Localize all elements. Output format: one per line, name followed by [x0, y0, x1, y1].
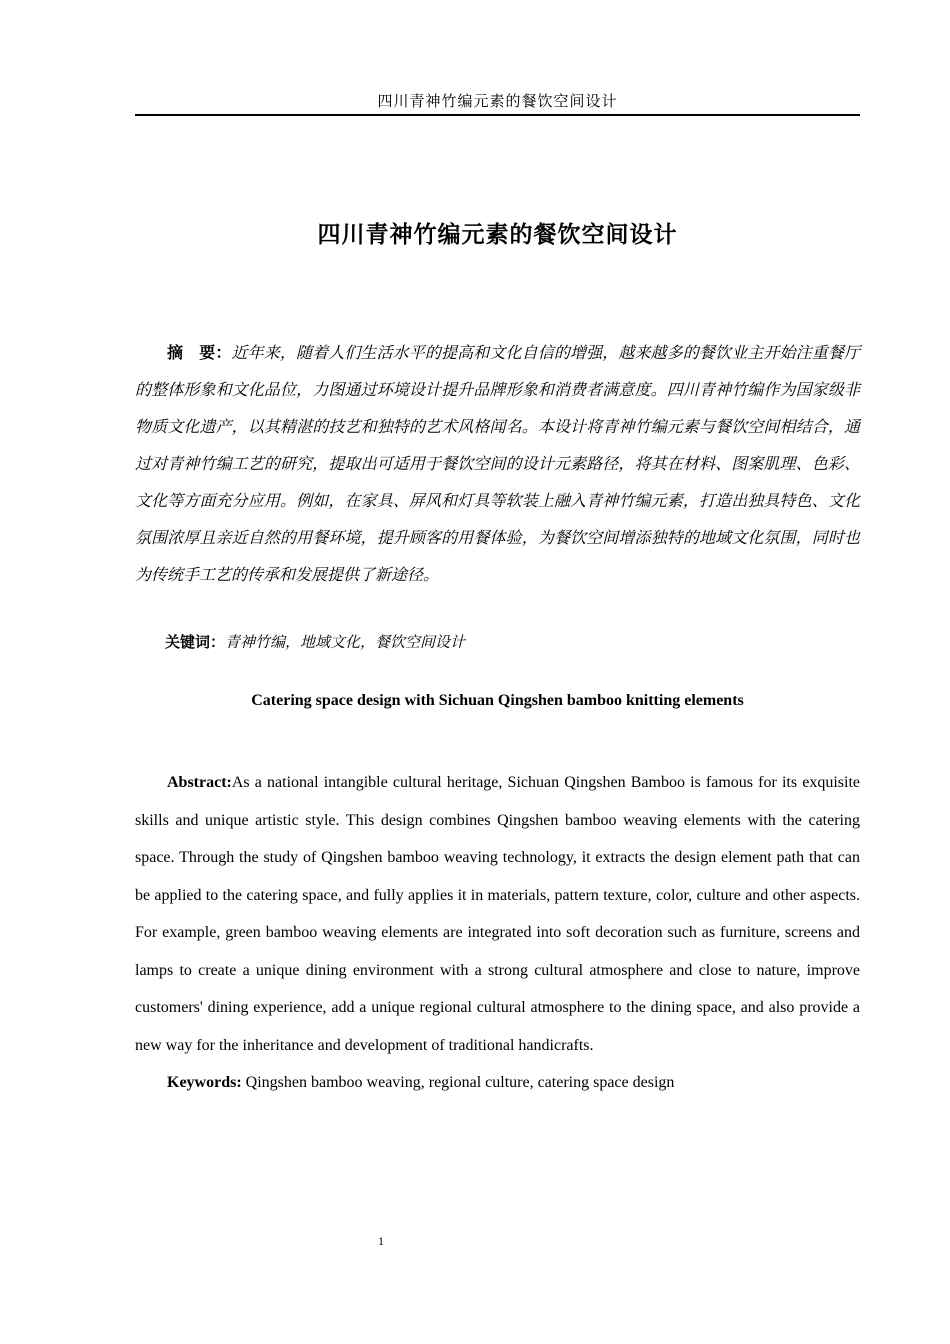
keywords-cn-line	[135, 632, 860, 654]
keywords-en-text: Qingshen bamboo weaving, regional culture, catering space design	[241, 1074, 675, 1091]
keywords-cn-label: 关键词：	[165, 635, 226, 651]
header-running-title: 四川青神竹编元素的餐饮空间设计	[377, 94, 618, 110]
page-header	[135, 0, 860, 116]
abstract-cn-label: 摘 要：	[167, 345, 232, 362]
abstract-en-text: As a national intangible cultural heritage, Sichuan Qingshen Bamboo is famous for its exquisite skills and unique artistic style. This design combines Qingshen bamboo weaving elements with the catering space. Through the study of Qingshen bamboo weaving technology, it extracts the design element path that can be applied to the catering space, and fully applies it in materials, pattern texture, color, culture and other aspects. For example, green bamboo weaving elements are integrated into soft decoration such as furniture, screens and lamps to create a unique dining environment with a strong cultural atmosphere and close to nature, improve customers' dining experience, add a unique regional cultural atmosphere to the dining space, and also provide a new way for the inheritance and development of traditional handicrafts.	[135, 774, 860, 1054]
abstract-cn-paragraph	[135, 335, 860, 594]
document-title-en: Catering space design with Sichuan Qingshen bamboo knitting elements	[251, 692, 744, 709]
abstract-en-paragraph	[135, 764, 860, 1064]
keywords-en-label: Keywords:	[167, 1074, 242, 1091]
abstract-en-label: Abstract:	[167, 774, 232, 791]
keywords-cn-text: 青神竹编，地域文化，餐饮空间设计	[225, 635, 466, 651]
keywords-en-line	[135, 1064, 860, 1102]
document-body	[135, 216, 860, 1102]
document-title-cn: 四川青神竹编元素的餐饮空间设计	[317, 221, 678, 247]
page-number: 1	[378, 1234, 384, 1248]
abstract-cn-text: 近年来，随着人们生活水平的提高和文化自信的增强，越来越多的餐饮业主开始注重餐厅的整体形象和文化品位，力图通过环境设计提升品牌形象和消费者满意度。四川青神竹编作为国家级非物质文化遗产，以其精湛的技艺和独特的艺术风格闻名。本设计将青神竹编元素与餐饮空间相结合，通过对青神竹编工艺的研究，提取出可适用于餐饮空间的设计元素路径，将其在材料、图案肌理、色彩、文化等方面充分应用。例如，在家具、屏风和灯具等软装上融入青神竹编元素，打造出独具特色、文化氛围浓厚且亲近自然的用餐环境，提升顾客的用餐体验，为餐饮空间增添独特的地域文化氛围，同时也为传统手工艺的传承和发展提供了新途径。	[135, 345, 860, 584]
